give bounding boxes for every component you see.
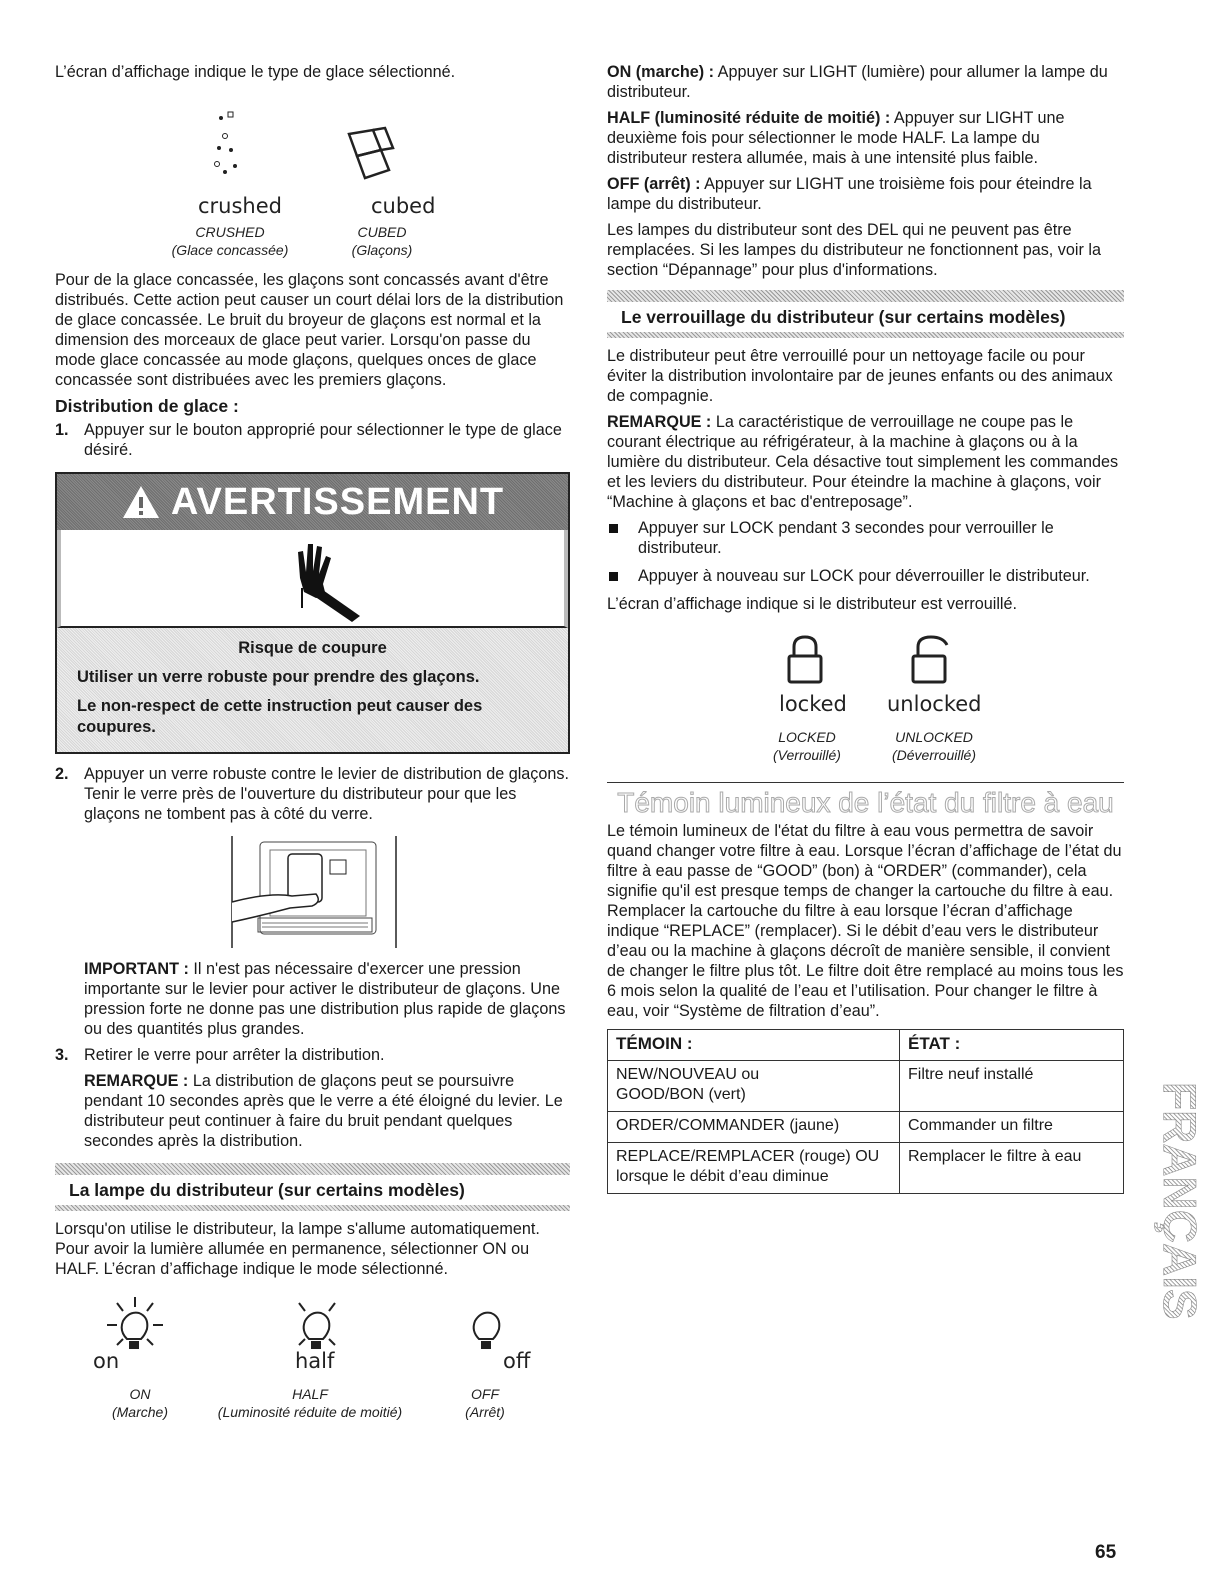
off-caption	[440, 1385, 530, 1421]
cubed-caption	[317, 223, 447, 259]
page-number: 65	[1095, 1542, 1117, 1563]
unlocked-label: unlocked	[887, 692, 982, 716]
step-2-number: 2.	[55, 765, 69, 783]
half-mode-text: Appuyer sur LIGHT une deuxième fois pour sélectionner le mode HALF. La lampe du distributeur restera allumée, mais à une intensité plus faible.	[607, 109, 1065, 167]
cubed-cap-fr: (Glaçons)	[351, 242, 413, 258]
table-row	[608, 1112, 1124, 1143]
filter-section-rule	[607, 782, 1124, 783]
lock-remarque	[607, 412, 1124, 512]
row-2-etat: Commander un filtre	[900, 1112, 1124, 1143]
warning-line-1: Utiliser un verre robuste pour prendre des glaçons.	[77, 668, 480, 686]
row-1-etat: Filtre neuf installé	[900, 1061, 1124, 1112]
off-cap-en: OFF	[471, 1386, 499, 1402]
off-mode-para	[607, 174, 1124, 214]
crushed-ice-icon	[195, 106, 255, 196]
lamp-section-title: La lampe du distributeur (sur certains modèles)	[69, 1180, 465, 1200]
ice-type-icons	[55, 88, 570, 258]
warning-picture	[57, 530, 568, 628]
lamp-paragraph: Lorsqu'on utilise le distributeur, la lampe s'allume automatiquement. Pour avoir la lumière allumée en permanence, sélectionner ON ou HALF. L’écran d’affichage indique le mode sélectionné.	[55, 1220, 540, 1278]
light-half-icon	[287, 1295, 347, 1357]
crushed-caption	[145, 223, 315, 259]
bullet-text-1: Appuyer sur LOCK pendant 3 secondes pour verrouiller le distributeur.	[638, 519, 1054, 557]
distribution-title: Distribution de glace :	[55, 396, 239, 416]
remarque-text: La distribution de glaçons peut se poursuivre pendant 10 secondes après que le verre a été éloigné du levier. Le distributeur peut continuer à faire du bruit pendant quelques secondes après la distribution.	[84, 1072, 563, 1150]
step-3-number: 3.	[55, 1046, 69, 1064]
on-caption	[85, 1385, 195, 1421]
important-text: Il n'est pas nécessaire d'exercer une pression importante sur le levier pour activer le distributeur de glaçons. Une pression forte ne donne pas une distribution plus rapide de glaçons ou des quantités plus grandes.	[84, 960, 566, 1038]
side-tab-label: FRANÇAIS	[1154, 1082, 1206, 1320]
section-band-bottom	[55, 1205, 570, 1211]
filter-paragraph: Le témoin lumineux de l'état du filtre à eau vous permettra de savoir quand changer votre filtre à eau. Lorsque l’écran d’affichage de l’état du filtre à eau passe de “GOOD” (bon) à “ORDER” (commander), cela signifie qu'il est presque temps de changer la cartouche du filtre à eau. Remplacer la cartouche du filtre à eau lorsque l’écran d’affichage indique “REPLACE” (remplacer). Si le débit d’eau vers le distributeur d’eau ou la machine à glaçons décroît de manière sensible, il convient de changer le filtre plus tôt. Le filtre doit être remplacé au moins tous les 6 mois selon la qualité de l’eau et l’utilisation. Pour changer le filtre à eau, voir “Système de filtration d’eau”.	[607, 822, 1124, 1020]
cubed-ice-icon	[343, 126, 399, 188]
bullet-item	[607, 566, 1124, 586]
important-label: IMPORTANT :	[84, 960, 189, 978]
lock-paragraph: Le distributeur peut être verrouillé pour un nettoyage facile ou pour éviter la distribution involontaire par de jeunes enfants ou des animaux de compagnie.	[607, 347, 1113, 405]
on-label: on	[93, 1349, 120, 1373]
on-mode-label: ON (marche) :	[607, 63, 715, 81]
half-mode-label: HALF (luminosité réduite de moitié) :	[607, 109, 891, 127]
warning-triangle-icon	[121, 484, 161, 520]
step-1	[55, 420, 570, 460]
off-cap-fr: (Arrêt)	[465, 1404, 505, 1420]
bullet-item	[607, 518, 1124, 558]
crushed-label: crushed	[198, 194, 282, 218]
warning-box	[55, 472, 570, 754]
light-on-icon	[105, 1295, 165, 1357]
lock-display-para: L’écran d’affichage indique si le distributeur est verrouillé.	[607, 595, 1018, 613]
locked-label: locked	[779, 692, 847, 716]
cubed-cap-en: CUBED	[357, 224, 407, 240]
unlocked-caption	[869, 728, 999, 764]
ice-intro: L’écran d’affichage indique le type de glace sélectionné.	[55, 63, 456, 81]
row-3-temoin: REPLACE/REMPLACER (rouge) OU lorsque le débit d’eau diminue	[608, 1143, 900, 1194]
bullet-text-2: Appuyer à nouveau sur LOCK pour déverrouiller le distributeur.	[638, 567, 1090, 585]
unlocked-padlock-icon	[909, 634, 953, 686]
important-note	[55, 959, 570, 1039]
row-1-temoin: NEW/NOUVEAU ou GOOD/BON (vert)	[608, 1061, 900, 1112]
remarque-note	[55, 1071, 570, 1151]
cubed-label: cubed	[371, 194, 436, 218]
warning-body	[57, 628, 568, 752]
half-cap-en: HALF	[292, 1386, 328, 1402]
led-para: Les lampes du distributeur sont des DEL qui ne peuvent pas être remplacées. Si les lampes du distributeur ne fonctionnent pas, voir la section “Dépannage” pour plus d'informations.	[607, 221, 1101, 279]
lamp-mode-icons	[55, 1289, 570, 1439]
header-etat: ÉTAT :	[900, 1030, 1124, 1061]
step-3	[55, 1045, 570, 1065]
locked-cap-en: LOCKED	[778, 729, 836, 745]
table-row	[608, 1143, 1124, 1194]
remarque-label: REMARQUE :	[84, 1072, 189, 1090]
half-label: half	[295, 1349, 335, 1373]
lock-section-title: Le verrouillage du distributeur (sur certains modèles)	[621, 307, 1066, 327]
unlocked-cap-en: UNLOCKED	[895, 729, 973, 745]
step-2-text: Appuyer un verre robuste contre le levier de distribution de glaçons. Tenir le verre près de l'ouverture du distributeur pour que les glaçons ne tombent pas à côté du verre.	[84, 765, 570, 823]
section-band-top	[55, 1163, 570, 1175]
step-1-number: 1.	[55, 421, 69, 439]
row-2-temoin: ORDER/COMMANDER (jaune)	[608, 1112, 900, 1143]
warning-title: AVERTISSEMENT	[170, 481, 505, 523]
lock-icons	[607, 620, 1124, 768]
row-3-etat: Remplacer le filtre à eau	[900, 1143, 1124, 1194]
crushed-cap-fr: (Glace concassée)	[171, 242, 289, 258]
step-1-text: Appuyer sur le bouton approprié pour sélectionner le type de glace désiré.	[84, 421, 562, 459]
light-off-icon	[465, 1295, 505, 1357]
half-caption	[195, 1385, 425, 1421]
bullet-square-icon	[609, 572, 618, 581]
lock-remarque-text: La caractéristique de verrouillage ne coupe pas le courant électrique au réfrigérateur, à la machine à glaçons ou à la lumière du distributeur. Cela désactive tout simplement les commandes et les leviers du distributeur. Pour éteindre la machine à glaçons, voir “Machine à glaçons et bac d'entreposage”.	[607, 413, 1119, 511]
lock-band-bottom	[607, 332, 1124, 338]
warning-header	[57, 474, 568, 530]
crushed-cap-en: CRUSHED	[195, 224, 265, 240]
left-column	[55, 62, 570, 1439]
table-header-row	[608, 1030, 1124, 1061]
lock-remarque-label: REMARQUE :	[607, 413, 712, 431]
dispenser-glass-illustration	[230, 836, 410, 948]
warning-risk: Risque de coupure	[238, 639, 387, 657]
off-mode-label: OFF (arrêt) :	[607, 175, 701, 193]
on-mode-para	[607, 62, 1124, 102]
crushed-paragraph: Pour de la glace concassée, les glaçons sont concassés avant d'être distribués. Cette action peut causer un court délai lors de la distribution de glace concassée. Le bruit du broyeur de glaçons est normal et la dimension des morceaux de glace peut varier. Lorsqu'on passe du mode glace concassée au mode glaçons, quelques onces de glace concassée sont distribuées avec les premiers glaçons.	[55, 271, 564, 389]
half-cap-fr: (Luminosité réduite de moitié)	[217, 1404, 403, 1420]
unlocked-cap-fr: (Déverrouillé)	[891, 747, 977, 763]
step-3-text: Retirer le verre pour arrêter la distribution.	[84, 1046, 385, 1064]
language-side-tab	[1150, 1080, 1206, 1340]
right-column	[607, 62, 1124, 1194]
warning-line-2: Le non-respect de cette instruction peut causer des coupures.	[77, 697, 483, 736]
header-temoin: TÉMOIN :	[608, 1030, 900, 1061]
bullet-square-icon	[609, 524, 618, 533]
on-cap-en: ON	[129, 1386, 151, 1402]
step-2	[55, 764, 570, 824]
filter-status-table	[607, 1029, 1124, 1194]
on-mode-text: Appuyer sur LIGHT (lumière) pour allumer la lampe du distributeur.	[607, 63, 1108, 101]
locked-cap-fr: (Verrouillé)	[773, 747, 841, 763]
half-mode-para	[607, 108, 1124, 168]
filter-section-title: Témoin lumineux de l’état du filtre à eau	[617, 787, 1114, 818]
cut-hand-icon	[286, 538, 366, 622]
on-cap-fr: (Marche)	[111, 1404, 168, 1420]
locked-padlock-icon	[785, 634, 825, 686]
off-mode-text: Appuyer sur LIGHT une troisième fois pour éteindre la lampe du distributeur.	[607, 175, 1092, 213]
lock-band-top	[607, 290, 1124, 302]
locked-caption	[752, 728, 862, 764]
off-label: off	[503, 1349, 531, 1373]
table-row	[608, 1061, 1124, 1112]
